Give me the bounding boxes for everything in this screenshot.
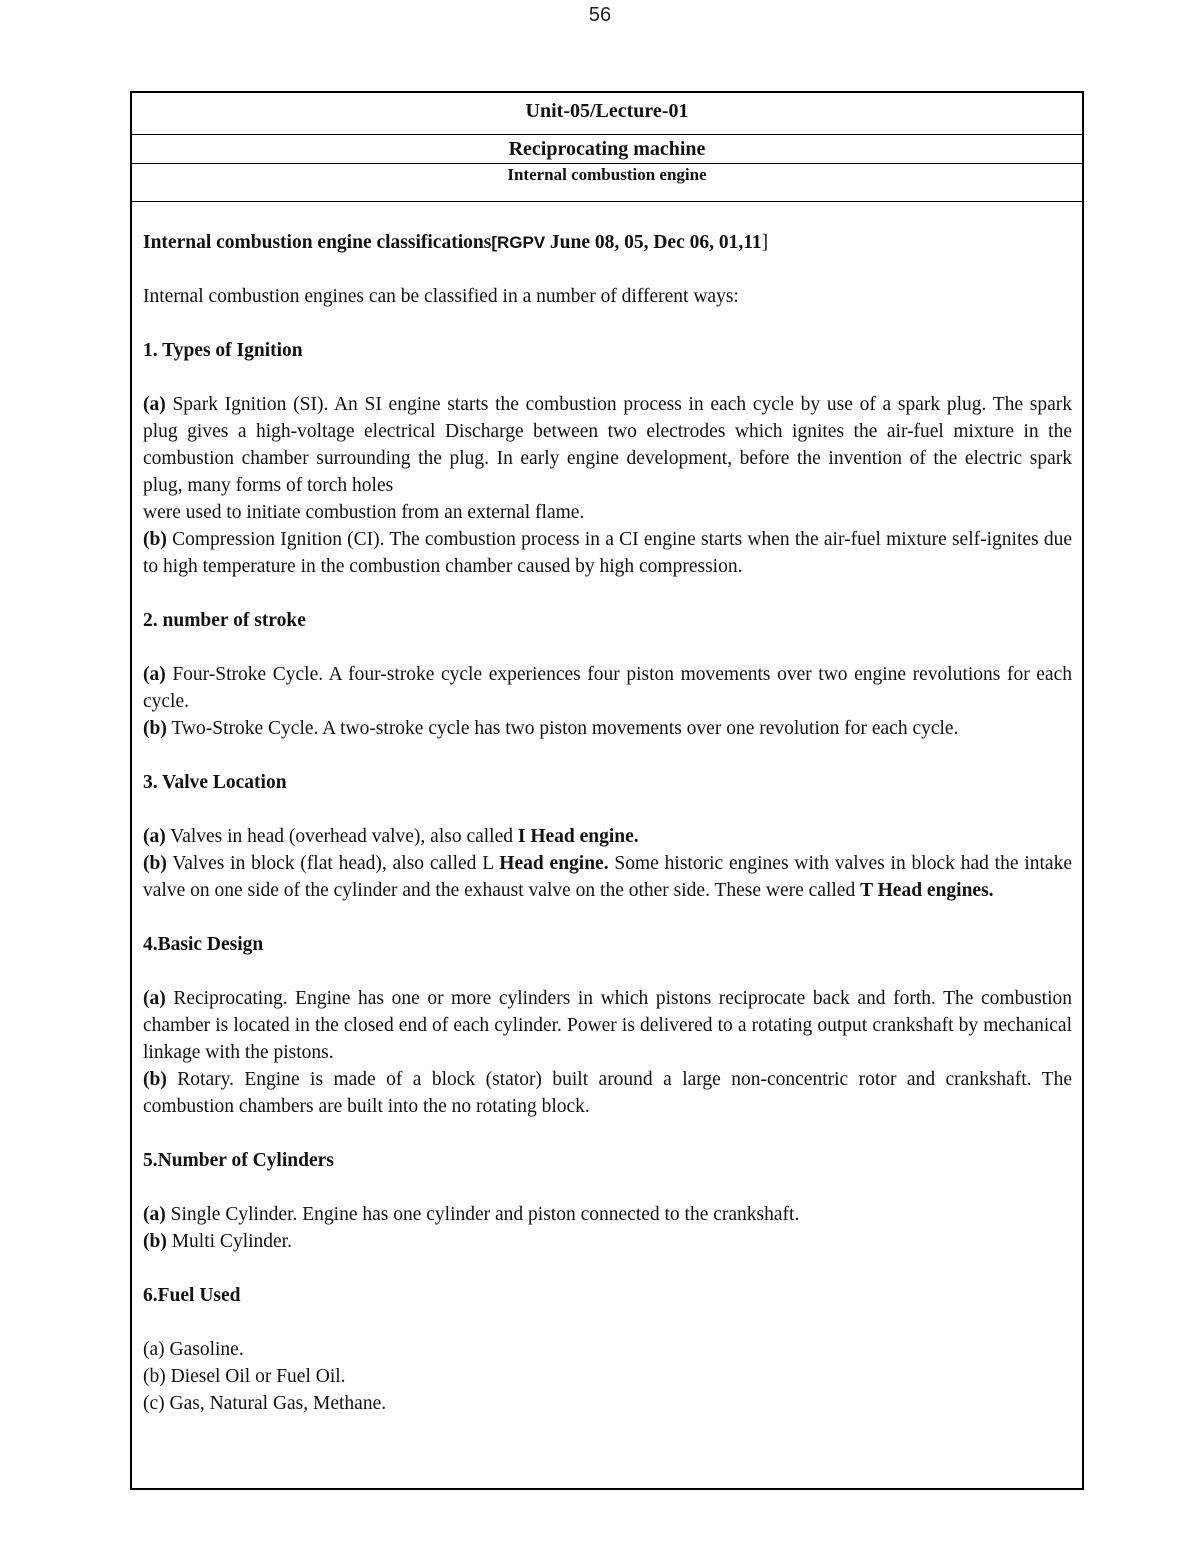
section-item: (b) Multi Cylinder. xyxy=(143,1231,292,1252)
lecture-content xyxy=(132,202,1082,1417)
section-item: (a) Four-Stroke Cycle. A four-stroke cycle experiences four piston movements over two engine revolutions for each cycle. xyxy=(143,664,1072,712)
topic-heading: Reciprocating machine xyxy=(132,135,1082,164)
intro-text: Internal combustion engines can be classified in a number of different ways: xyxy=(143,286,739,307)
section-item: (a) Spark Ignition (SI). An SI engine starts the combustion process in each cycle by use of a spark plug. The spark plug gives a high-voltage electrical Discharge between two electrodes which ignites the air-fuel mixture in the combustion chamber surrounding the plug. In early engine development, before the invention of the electric spark plug, many forms of torch holes xyxy=(143,394,1072,496)
section-title: 2. number of stroke xyxy=(143,610,306,631)
unit-heading: Unit-05/Lecture-01 xyxy=(132,93,1082,135)
section-item-cont: were used to initiate combustion from an external flame. xyxy=(143,502,585,523)
subtopic-heading: Internal combustion engine xyxy=(132,164,1082,202)
section-item: (b) Rotary. Engine is made of a block (stator) built around a large non-concentric rotor and crankshaft. The combustion chambers are built into the no rotating block. xyxy=(143,1069,1072,1117)
section-item: (b) Compression Ignition (CI). The combustion process in a CI engine starts when the air-fuel mixture self-ignites due to high temperature in the combustion chamber caused by high compression. xyxy=(143,529,1072,577)
section-item: (a) Valves in head (overhead valve), also called I Head engine. xyxy=(143,826,639,847)
section-title: 4.Basic Design xyxy=(143,934,264,955)
section-title: 6.Fuel Used xyxy=(143,1285,241,1306)
fuel-item: (c) Gas, Natural Gas, Methane. xyxy=(143,1393,387,1414)
fuel-item: (a) Gasoline. xyxy=(143,1339,244,1360)
classification-title: Internal combustion engine classifications xyxy=(143,232,492,253)
fuel-item: (b) Diesel Oil or Fuel Oil. xyxy=(143,1366,346,1387)
lecture-frame xyxy=(130,91,1084,1490)
section-item: (b) Two-Stroke Cycle. A two-stroke cycle has two piston movements over one revolution for each cycle. xyxy=(143,718,959,739)
section-item: (a) Single Cylinder. Engine has one cylinder and piston connected to the crankshaft. xyxy=(143,1204,800,1225)
rgpv-reference: June 08, 05, Dec 06, 01,11 xyxy=(549,232,762,253)
classification-heading: Internal combustion engine classifications[RGPV June 08, 05, Dec 06, 01,11] xyxy=(143,232,769,253)
section-title: 1. Types of Ignition xyxy=(143,340,303,361)
section-title: 5.Number of Cylinders xyxy=(143,1150,334,1171)
section-item: (b) Valves in block (flat head), also called L Head engine. Some historic engines with valves in block had the intake valve on one side of the cylinder and the exhaust valve on the other side. These were called T Head engines. xyxy=(143,853,1072,901)
page-number: 56 xyxy=(588,4,612,26)
section-item: (a) Reciprocating. Engine has one or more cylinders in which pistons reciprocate back and forth. The combustion chamber is located in the closed end of each cylinder. Power is delivered to a rotating output crankshaft by mechanical linkage with the pistons. xyxy=(143,988,1072,1063)
section-title: 3. Valve Location xyxy=(143,772,287,793)
